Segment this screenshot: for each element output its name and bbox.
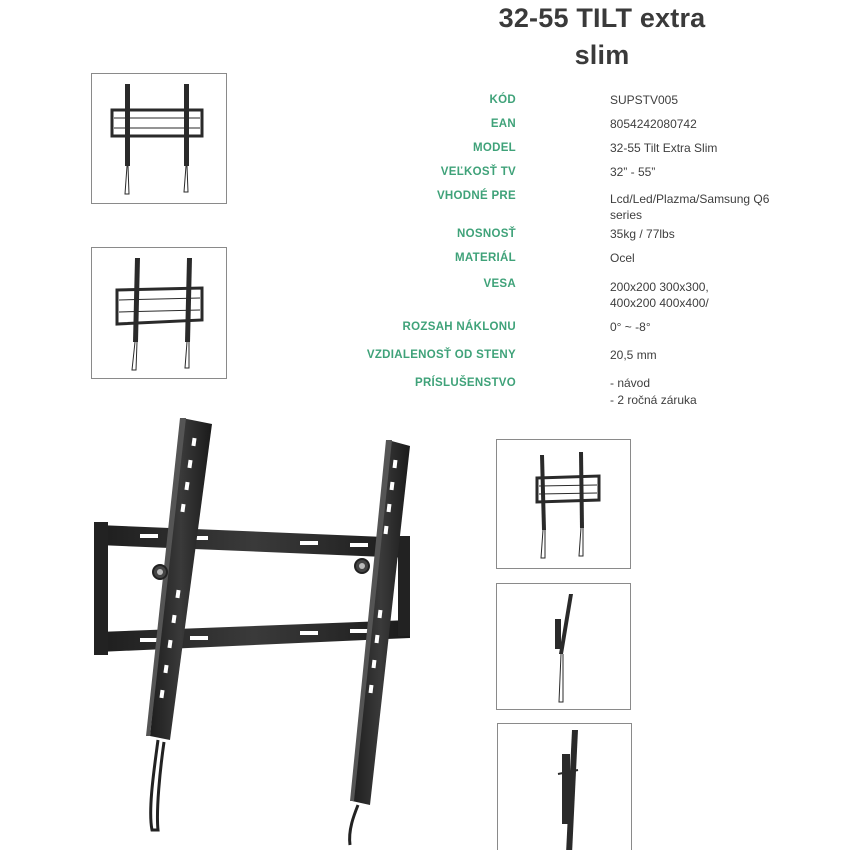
spec-value: Lcd/Led/Plazma/Samsung Q6 series (610, 192, 770, 222)
spec-label: KÓD (489, 94, 516, 106)
thumbnail-side-view[interactable] (496, 583, 631, 710)
right-bracket-arm (350, 440, 410, 845)
spec-value: 200x200 300x300, 400x200 400x400/ (610, 280, 709, 310)
thumbnail-front-view[interactable] (91, 73, 227, 204)
spec-value: 35kg / 77lbs (610, 227, 675, 241)
mount-angled-image (92, 248, 228, 380)
thumbnail-side-detail[interactable] (497, 723, 632, 850)
spec-label: VHODNÉ PRE (436, 190, 516, 202)
left-bracket-arm (146, 418, 212, 830)
product-title-line2: slim (574, 40, 630, 70)
tv-wall-mount-image (80, 410, 430, 850)
mount-front-image-2 (497, 440, 632, 570)
spec-value: 32-55 Tilt Extra Slim (610, 141, 718, 155)
product-title (452, 0, 752, 74)
spec-value: 32” - 55” (610, 165, 656, 179)
thumbnail-front-view-2[interactable] (496, 439, 631, 569)
spec-label: VZDIALENOSŤ OD STENY (366, 349, 516, 361)
spec-label: PRÍSLUŠENSTVO (414, 377, 516, 389)
spec-value: 0° ~ -8° (610, 320, 651, 334)
spec-value: - návod - 2 ročná záruka (610, 376, 697, 407)
spec-label: VESA (483, 278, 516, 290)
spec-label: VEĽKOSŤ TV (440, 166, 516, 178)
spec-label: EAN (490, 118, 516, 130)
spec-value: Ocel (610, 251, 635, 265)
spec-label: MATERIÁL (455, 252, 516, 264)
thumbnail-angled-view[interactable] (91, 247, 227, 379)
wall-plate-frame (94, 522, 410, 655)
spec-value: 8054242080742 (610, 117, 697, 131)
spec-label: MODEL (472, 142, 516, 154)
mount-side-image (497, 584, 632, 711)
mount-front-image (92, 74, 228, 205)
spec-value: SUPSTV005 (610, 93, 679, 107)
spec-label: NOSNOSŤ (457, 228, 516, 240)
main-product-photo (80, 410, 430, 850)
product-title-line1: 32-55 TILT extra (498, 3, 706, 33)
mount-side-detail-image (498, 724, 633, 850)
spec-value: 20,5 mm (610, 348, 657, 362)
spec-label: ROZSAH NÁKLONU (402, 321, 516, 333)
